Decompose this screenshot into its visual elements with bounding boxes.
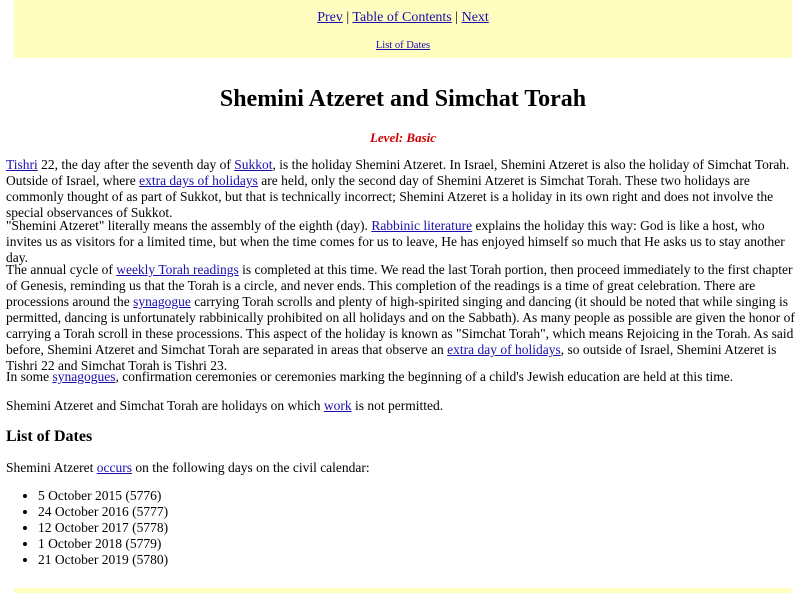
next-link[interactable]: Next bbox=[461, 10, 489, 25]
list-item: • 5 October 2015 (5776) bbox=[38, 488, 168, 504]
text: Shemini Atzeret bbox=[6, 460, 97, 475]
dates-list bbox=[6, 488, 168, 568]
text: 22, the day after the seventh day of bbox=[37, 157, 235, 172]
page-title: Shemini Atzeret and Simchat Torah bbox=[219, 86, 587, 112]
text: on the following days on the civil calendar: bbox=[131, 460, 370, 475]
text: , is the holiday Shemini Atzeret. In Israel, Shemini Atzeret is also the holiday of Simchat Torah. Outside of Israel, where bbox=[6, 157, 790, 188]
extra-day-of-holidays-link[interactable]: extra day of holidays bbox=[447, 342, 561, 357]
extra-days-of-holidays-link[interactable]: extra days of holidays bbox=[139, 173, 258, 188]
text: explains the holiday this way: God is like a host, who invites us as visitors for a limited time, but when the time comes for us to leave, He has enjoyed himself so much that He asks us to stay another day. bbox=[6, 218, 785, 265]
nav-secondary-row bbox=[14, 38, 792, 54]
occurs-link[interactable]: occurs bbox=[96, 460, 132, 475]
nav-links-row bbox=[14, 10, 792, 26]
text: , confirmation ceremonies or ceremonies marking the beginning of a child's Jewish education are held at this time. bbox=[115, 369, 734, 384]
top-navigation-bar bbox=[14, 0, 792, 58]
list-item: • 24 October 2016 (5777) bbox=[38, 504, 168, 520]
paragraph-work bbox=[6, 398, 443, 414]
weekly-torah-readings-link[interactable]: weekly Torah readings bbox=[116, 262, 239, 277]
list-item: • 12 October 2017 (5778) bbox=[38, 520, 168, 536]
list-of-dates-heading: List of Dates bbox=[6, 428, 93, 445]
nav-separator: | bbox=[451, 10, 462, 25]
paragraph-meaning bbox=[6, 218, 796, 266]
text: carrying Torah scrolls and plenty of high-spirited singing and dancing (it should be noted that while singing is permitted, dancing is unfortunately rabbinically prohibited on all holidays and on the Sabbath). As many people as possible are given the honor of carrying a Torah scroll in these processions. This aspect of the holiday is known as "Simchat Torah", which means Rejoicing in the Torah. As said before, Shemini Atzeret and Simchat Torah are separated in areas that observe an bbox=[6, 294, 795, 357]
tishri-link[interactable]: Tishri bbox=[6, 157, 38, 172]
paragraph-torah-cycle bbox=[6, 262, 796, 374]
text: In some bbox=[6, 369, 53, 384]
rabbinic-literature-link[interactable]: Rabbinic literature bbox=[371, 218, 473, 233]
prev-link[interactable]: Prev bbox=[317, 10, 343, 25]
list-item: • 1 October 2018 (5779) bbox=[38, 536, 168, 552]
nav-separator: | bbox=[342, 10, 353, 25]
work-link[interactable]: work bbox=[323, 398, 352, 413]
list-item: • 21 October 2019 (5780) bbox=[38, 552, 168, 568]
text: Shemini Atzeret and Simchat Torah are holidays on which bbox=[6, 398, 324, 413]
paragraph-occurs bbox=[6, 460, 370, 476]
table-of-contents-link[interactable]: Table of Contents bbox=[352, 10, 452, 25]
paragraph-confirmation bbox=[6, 369, 733, 385]
list-of-dates-link[interactable]: List of Dates bbox=[375, 40, 431, 51]
level-label: Level: Basic bbox=[369, 130, 437, 145]
paragraph-intro bbox=[6, 157, 796, 221]
sukkot-link[interactable]: Sukkot bbox=[234, 157, 273, 172]
text: The annual cycle of bbox=[6, 262, 117, 277]
synagogues-link[interactable]: synagogues bbox=[52, 369, 116, 384]
text: is completed at this time. We read the last Torah portion, then proceed immediately to the first chapter of Genesis, reminding us that the Torah is a circle, and never ends. This completion of the readings is a time of great celebration. There are processions around the bbox=[6, 262, 793, 309]
synagogue-link[interactable]: synagogue bbox=[133, 294, 191, 309]
text: , so outside of Israel, Shemini Atzeret is Tishri 22 and Simchat Torah is Tishri 23. bbox=[6, 342, 777, 373]
text: is not permitted. bbox=[351, 398, 444, 413]
text: "Shemini Atzeret" literally means the assembly of the eighth (day). bbox=[6, 218, 372, 233]
bottom-navigation-bar bbox=[14, 588, 792, 593]
text: are held, only the second day of Shemini Atzeret is Simchat Torah. These two holidays are commonly thought of as part of Sukkot, but that is technically incorrect; Shemini Atzeret is a holiday in its own right and does not involve the special observances of Sukkot. bbox=[6, 173, 774, 220]
